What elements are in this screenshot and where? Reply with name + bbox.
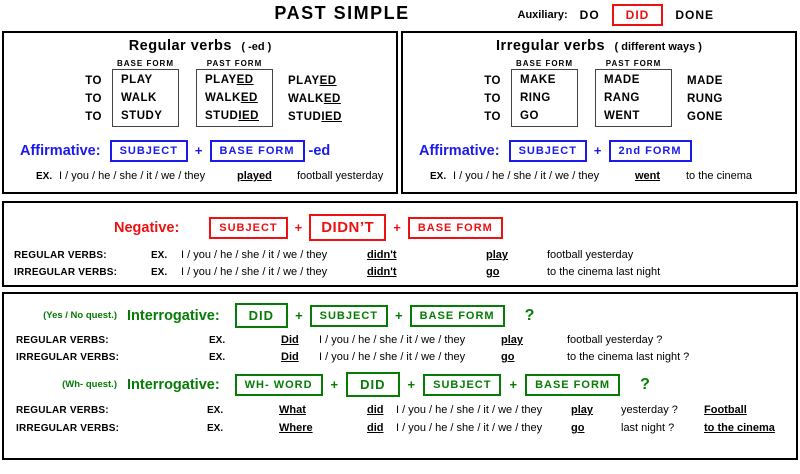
participle-verb: MADE — [687, 75, 723, 87]
subject-pronouns: I / you / he / she / it / we / they — [319, 351, 466, 363]
base-form-column — [511, 69, 578, 127]
plus-sign: + — [395, 308, 403, 323]
verb-kind-label: IRREGULAR VERBS: — [16, 423, 120, 434]
verbs-panels-row — [2, 31, 798, 194]
base-verb: STUDY — [121, 110, 163, 122]
base-verb: GO — [520, 110, 539, 122]
to-label: TO — [484, 75, 501, 87]
affirmative-label: Affirmative: — [419, 142, 500, 159]
to-label: TO — [85, 93, 102, 105]
irregular-verbs-panel — [401, 31, 797, 194]
base-verb: MAKE — [520, 74, 556, 86]
auxiliary-word: did — [367, 422, 384, 434]
base-verb: RING — [520, 92, 551, 104]
irregular-verbs-title: Irregular verbs — [496, 38, 606, 54]
ex-label: EX. — [430, 171, 447, 182]
base-form-header: BASE FORM — [516, 59, 573, 68]
regular-verbs-heading — [4, 37, 396, 55]
to-label: TO — [85, 75, 102, 87]
negative-formula — [4, 214, 796, 241]
irregular-verb-table — [403, 69, 795, 127]
irregular-affirmative-formula — [403, 137, 795, 164]
example-verb: went — [635, 170, 661, 182]
page-title: PAST SIMPLE — [274, 3, 410, 23]
example-complement: football yesterday — [547, 249, 634, 261]
yesno-interrogative-formula — [4, 302, 796, 329]
ex-label: EX. — [36, 171, 53, 182]
base-form-header: BASE FORM — [117, 59, 174, 68]
base-form-token: BASE FORM — [408, 217, 503, 239]
yesno-irregular-example — [4, 351, 796, 363]
base-form-token: BASE FORM — [410, 305, 505, 327]
example-verb: play — [486, 249, 509, 261]
subject-token: SUBJECT — [509, 140, 587, 162]
aux-did-box: DID — [612, 4, 664, 26]
subject-pronouns: I / you / he / she / it / we / they — [59, 170, 206, 182]
affirmative-label: Affirmative: — [20, 142, 101, 159]
subject-pronouns: I / you / he / she / it / we / they — [396, 422, 543, 434]
past-verb: WALKED — [205, 92, 258, 104]
example-verb: played — [237, 170, 272, 182]
past-verb: STUDIED — [205, 110, 259, 122]
regular-verbs-note: ( -ed ) — [241, 41, 272, 53]
plus-sign: + — [294, 220, 303, 235]
negative-panel — [2, 201, 798, 287]
subject-pronouns: I / you / he / she / it / we / they — [319, 334, 466, 346]
wh-word-token: WH- WORD — [235, 374, 323, 396]
participle-verb: STUDIED — [288, 111, 342, 123]
yesno-tag: (Yes / No quest.) — [43, 310, 117, 321]
negative-irregular-example — [4, 266, 796, 278]
example-verb: play — [501, 334, 524, 346]
example-verb: go — [501, 351, 515, 363]
example-verb: go — [571, 422, 585, 434]
ex-label: EX. — [209, 352, 226, 363]
header — [0, 0, 800, 31]
irregular-example-row — [403, 170, 795, 182]
did-token: DID — [235, 303, 288, 328]
past-verb: RANG — [604, 92, 640, 104]
auxiliary-word: didn't — [367, 266, 397, 278]
example-verb: go — [486, 266, 500, 278]
subject-token: SUBJECT — [310, 305, 388, 327]
yesno-regular-example — [4, 334, 796, 346]
base-verb: PLAY — [121, 74, 153, 86]
past-form-header: PAST FORM — [206, 59, 263, 68]
verb-kind-label: REGULAR VERBS: — [16, 335, 109, 346]
subject-token: SUBJECT — [423, 374, 501, 396]
did-token: DID — [346, 372, 399, 397]
plus-sign: + — [593, 143, 602, 158]
question-mark: ? — [640, 375, 650, 393]
plus-sign: + — [330, 377, 339, 392]
example-answer: to the cinema — [704, 422, 775, 434]
plus-sign: + — [194, 143, 203, 158]
base-form-column — [112, 69, 179, 127]
irregular-column-headers — [403, 59, 795, 68]
regular-verb-table — [4, 69, 396, 127]
auxiliary-word: Did — [281, 334, 299, 346]
wh-word: Where — [279, 422, 313, 434]
negative-label: Negative: — [114, 219, 180, 236]
auxiliary-word: Did — [281, 351, 299, 363]
past-verb: WENT — [604, 110, 640, 122]
past-form-column — [595, 69, 672, 127]
interrogative-label: Interrogative: — [127, 376, 220, 393]
second-form-token: 2nd FORM — [609, 140, 692, 162]
ex-label: EX. — [209, 335, 226, 346]
to-column — [76, 69, 102, 127]
to-label: TO — [85, 111, 102, 123]
wh-regular-example — [4, 404, 796, 416]
auxiliary-group — [518, 4, 714, 26]
subject-pronouns: I / you / he / she / it / we / they — [396, 404, 543, 416]
ex-label: EX. — [207, 405, 224, 416]
wh-interrogative-formula — [4, 371, 796, 398]
verb-kind-label: IRREGULAR VERBS: — [16, 352, 120, 363]
auxiliary-word: didn't — [367, 249, 397, 261]
base-form-token: BASE FORM — [210, 140, 305, 162]
plus-sign: + — [295, 308, 303, 323]
plus-sign: + — [509, 377, 518, 392]
ex-label: EX. — [151, 250, 168, 261]
example-answer: Football — [704, 404, 747, 416]
to-column — [475, 69, 501, 127]
participle-column — [687, 69, 723, 127]
to-label: TO — [484, 93, 501, 105]
example-complement: to the cinema last night — [547, 266, 661, 278]
example-complement: yesterday ? — [621, 404, 678, 416]
participle-verb: WALKED — [288, 93, 341, 105]
example-verb: play — [571, 404, 594, 416]
ex-label: EX. — [207, 423, 224, 434]
interrogative-label: Interrogative: — [127, 307, 220, 324]
negative-regular-example — [4, 249, 796, 261]
past-verb: MADE — [604, 74, 640, 86]
past-verb: PLAYED — [205, 74, 254, 86]
interrogative-panel — [2, 292, 798, 460]
ex-label: EX. — [151, 267, 168, 278]
subject-token: SUBJECT — [209, 217, 287, 239]
participle-verb: RUNG — [687, 93, 723, 105]
question-mark: ? — [524, 306, 535, 324]
aux-done: DONE — [675, 8, 714, 22]
verb-kind-label: REGULAR VERBS: — [16, 405, 109, 416]
wh-tag: (Wh- quest.) — [62, 379, 117, 390]
participle-verb: PLAYED — [288, 75, 337, 87]
past-form-header: PAST FORM — [605, 59, 662, 68]
irregular-verbs-note: ( different ways ) — [614, 41, 702, 53]
example-complement: football yesterday — [297, 170, 384, 182]
to-label: TO — [484, 111, 501, 123]
plus-sign: + — [393, 220, 401, 235]
subject-token: SUBJECT — [110, 140, 188, 162]
example-complement: football yesterday ? — [567, 334, 663, 346]
participle-verb: GONE — [687, 111, 723, 123]
subject-pronouns: I / you / he / she / it / we / they — [181, 249, 328, 261]
verb-kind-label: IRREGULAR VERBS: — [14, 267, 118, 278]
base-verb: WALK — [121, 92, 157, 104]
regular-affirmative-formula — [4, 137, 396, 164]
auxiliary-label: Auxiliary: — [517, 9, 568, 21]
example-complement: last night ? — [621, 422, 675, 434]
regular-column-headers — [4, 59, 396, 68]
aux-do: DO — [579, 8, 600, 22]
wh-irregular-example — [4, 422, 796, 434]
auxiliary-word: did — [367, 404, 384, 416]
subject-pronouns: I / you / he / she / it / we / they — [453, 170, 600, 182]
verb-kind-label: REGULAR VERBS: — [14, 250, 107, 261]
participle-column — [288, 69, 342, 127]
regular-verbs-title: Regular verbs — [128, 38, 232, 54]
wh-word: What — [279, 404, 306, 416]
base-form-token: BASE FORM — [525, 374, 620, 396]
subject-pronouns: I / you / he / she / it / we / they — [181, 266, 328, 278]
example-complement: to the cinema last night ? — [567, 351, 690, 363]
didnt-token: DIDN’T — [309, 214, 386, 241]
irregular-verbs-heading — [403, 37, 795, 55]
regular-example-row — [4, 170, 396, 182]
plus-sign: + — [407, 377, 416, 392]
regular-verbs-panel — [2, 31, 398, 194]
past-form-column — [196, 69, 273, 127]
example-complement: to the cinema — [686, 170, 753, 182]
ed-suffix: -ed — [308, 142, 331, 159]
